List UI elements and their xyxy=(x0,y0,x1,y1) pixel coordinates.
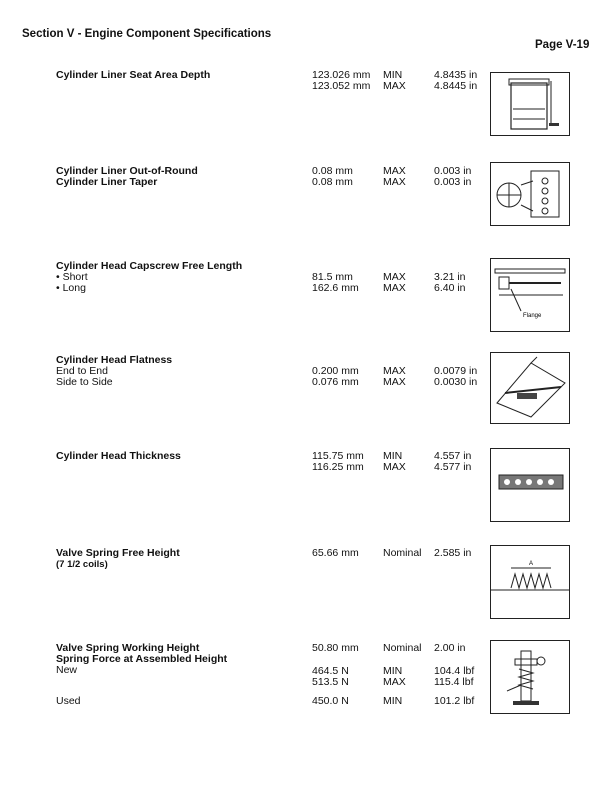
limit-type: MIN xyxy=(383,450,403,462)
liner-depth-figure xyxy=(490,72,570,136)
english-value: 2.585 in xyxy=(434,547,472,559)
sub-label: • Short xyxy=(56,271,88,283)
spec-title: Valve Spring Free Height xyxy=(56,547,180,559)
metric-value: 0.076 mm xyxy=(312,376,359,388)
limit-type: MIN xyxy=(383,695,403,707)
english-value: 2.00 in xyxy=(434,642,466,654)
english-value: 115.4 lbf xyxy=(434,676,474,688)
spec-note: (7 1/2 coils) xyxy=(56,559,108,570)
limit-type: MAX xyxy=(383,461,406,473)
sub-label: New xyxy=(56,664,78,676)
metric-value: 162.6 mm xyxy=(312,282,359,294)
figure-label: Flange xyxy=(523,313,542,319)
metric-value: 116.25 mm xyxy=(312,461,364,473)
spring-working-height-figure xyxy=(490,640,570,714)
limit-type: MAX xyxy=(383,176,406,188)
metric-value: 513.5 N xyxy=(312,676,349,688)
sub-label: • Long xyxy=(56,282,86,294)
limit-type: Nominal xyxy=(383,642,422,654)
spec-title-2: Cylinder Liner Taper xyxy=(56,176,158,188)
metric-value: 65.66 mm xyxy=(312,547,359,559)
spec-title-2: Spring Force at Assembled Height xyxy=(56,653,228,665)
metric-value: 115.75 mm xyxy=(312,450,364,462)
metric-value: 464.5 N xyxy=(312,665,349,677)
english-value: 4.8435 in xyxy=(434,69,478,81)
spring-free-height-figure xyxy=(490,545,570,619)
metric-value: 0.08 mm xyxy=(312,176,353,188)
english-value: 0.0079 in xyxy=(434,365,478,377)
english-value: 3.21 in xyxy=(434,271,466,283)
english-value: 4.577 in xyxy=(434,461,472,473)
spec-title: Cylinder Head Thickness xyxy=(56,450,181,462)
sub-label: Side to Side xyxy=(56,376,113,388)
limit-type: MAX xyxy=(383,165,406,177)
limit-type: MAX xyxy=(383,676,406,688)
spec-title: Cylinder Head Capscrew Free Length xyxy=(56,260,243,272)
limit-type: MAX xyxy=(383,271,406,283)
english-value: 6.40 in xyxy=(434,282,466,294)
english-value: 101.2 lbf xyxy=(434,695,475,707)
metric-value: 50.80 mm xyxy=(312,642,359,654)
liner-out-of-round-figure xyxy=(490,162,570,226)
sub-label: Used xyxy=(56,695,81,707)
english-value: 4.8445 in xyxy=(434,80,478,92)
head-flatness-figure xyxy=(490,352,570,424)
page-number: Page V-19 xyxy=(535,39,590,51)
figure-label: A xyxy=(529,561,534,567)
english-value: 0.0030 in xyxy=(434,376,478,388)
metric-value: 123.026 mm xyxy=(312,69,371,81)
section-title: Section V - Engine Component Specifications xyxy=(22,28,272,40)
metric-value: 0.200 mm xyxy=(312,365,359,377)
limit-type: MAX xyxy=(383,376,406,388)
limit-type: MIN xyxy=(383,665,403,677)
limit-type: MAX xyxy=(383,365,406,377)
limit-type: MAX xyxy=(383,282,406,294)
limit-type: MIN xyxy=(383,69,403,81)
english-value: 0.003 in xyxy=(434,176,472,188)
sub-label: End to End xyxy=(56,365,108,377)
english-value: 0.003 in xyxy=(434,165,472,177)
english-value: 104.4 lbf xyxy=(434,665,475,677)
spec-title: Cylinder Liner Out-of-Round xyxy=(56,165,198,177)
metric-value: 0.08 mm xyxy=(312,165,353,177)
spec-title: Cylinder Head Flatness xyxy=(56,354,173,366)
head-thickness-figure xyxy=(490,448,570,522)
spec-title: Valve Spring Working Height xyxy=(56,642,200,654)
english-value: 4.557 in xyxy=(434,450,472,462)
spec-title: Cylinder Liner Seat Area Depth xyxy=(56,69,211,81)
limit-type: MAX xyxy=(383,80,406,92)
metric-value: 450.0 N xyxy=(312,695,349,707)
limit-type: Nominal xyxy=(383,547,422,559)
metric-value: 81.5 mm xyxy=(312,271,353,283)
capscrew-figure xyxy=(490,258,570,332)
metric-value: 123.052 mm xyxy=(312,80,371,92)
